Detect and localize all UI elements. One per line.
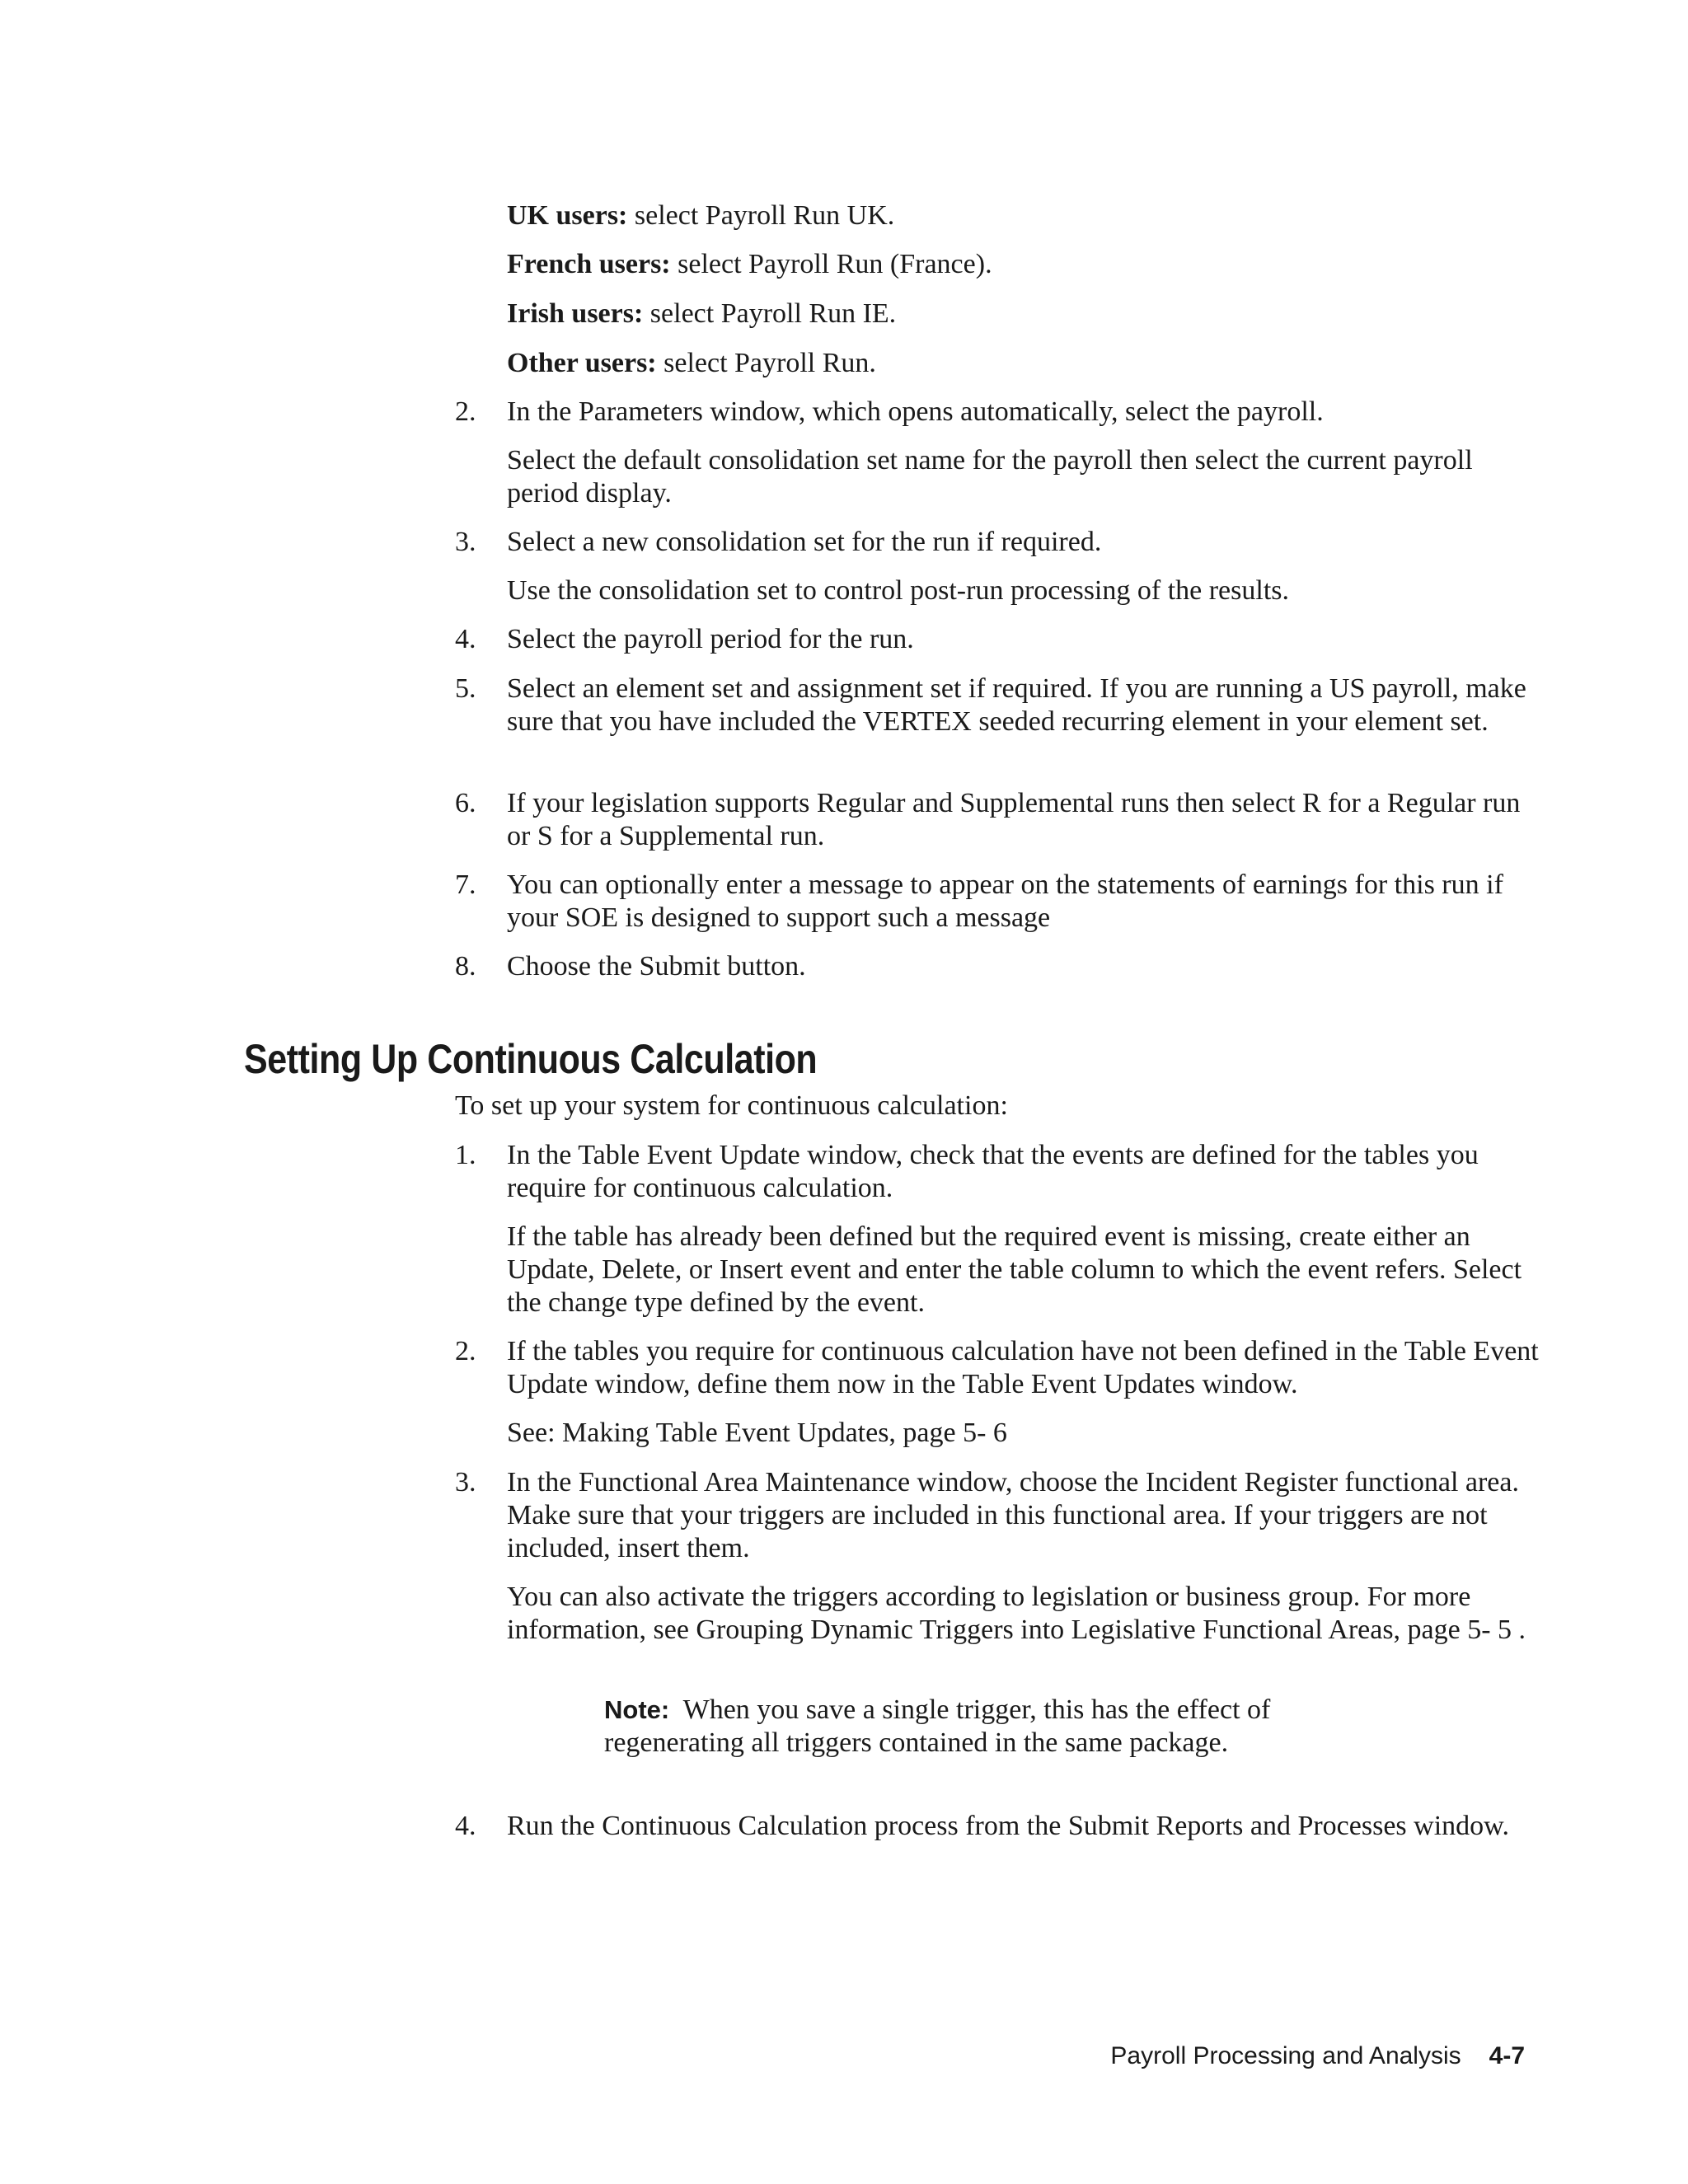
section-intro: To set up your system for continuous calculation: [455,1090,1008,1121]
step-text: You can optionally enter a message to appear on the statements of earnings for this run if your SOE is designed to support such a message [507,869,1503,933]
step-text: Run the Continuous Calculation process from the Submit Reports and Processes window. [507,1811,1509,1841]
step-number: 1. [455,1140,476,1170]
note-callout [604,1694,1346,1760]
page-number: 4-7 [1489,2042,1525,2069]
step-number: 4. [455,1811,476,1841]
step-number: 3. [455,1467,476,1497]
step-subtext: See: Making Table Event Updates, page 5- 6 [507,1418,1007,1448]
step-subtext: Select the default consolidation set name for the payroll then select the current payroll period display. [507,445,1473,509]
page-footer [1110,2041,1525,2071]
uk-users-line: UK users: select Payroll Run UK. [507,200,895,231]
step-number: 2. [455,396,476,427]
step-number: 5. [455,673,476,704]
step-text: In the Parameters window, which opens automatically, select the payroll. [507,396,1324,427]
step-number: 4. [455,624,476,654]
step-text: If the tables you require for continuous calculation have not been defined in the Table Event Update window, define them now in the Table Event Updates window. [507,1336,1539,1399]
footer-title: Payroll Processing and Analysis [1110,2042,1461,2069]
other-users-line: Other users: select Payroll Run. [507,348,876,378]
step-text: Select an element set and assignment set if required. If you are running a US payroll, make sure that you have included the VERTEX seeded recurring element in your element set. [507,673,1526,737]
step-text: In the Functional Area Maintenance window, choose the Incident Register functional area. Make sure that your triggers are included in this functional area. If your triggers are not included, insert them. [507,1467,1519,1563]
step-text: If your legislation supports Regular and Supplemental runs then select R for a Regular run or S for a Supplemental run. [507,788,1521,851]
step-number: 8. [455,951,476,982]
step-text: Select the payroll period for the run. [507,624,914,654]
note-text: When you save a single trigger, this has the effect of regenerating all triggers contained in the same package. [604,1694,1271,1758]
note-label: Note: [604,1695,670,1724]
irish-users-line: Irish users: select Payroll Run IE. [507,298,897,329]
step-number: 3. [455,527,476,557]
french-users-line: French users: select Payroll Run (France). [507,249,992,279]
step-subtext: Use the consolidation set to control post-run processing of the results. [507,575,1289,606]
step-text: Select a new consolidation set for the run if required. [507,527,1102,557]
step-number: 2. [455,1336,476,1366]
step-number: 6. [455,788,476,818]
step-text: Choose the Submit button. [507,951,806,982]
step-number: 7. [455,869,476,900]
step-subtext: You can also activate the triggers according to legislation or business group. For more information, see Grouping Dynamic Triggers into Legislative Functional Areas, page 5- 5 . [507,1582,1526,1645]
step-subtext: If the table has already been defined but the required event is missing, create either an Update, Delete, or Insert event and enter the table column to which the event refers. Select the change type defined by the event. [507,1221,1522,1318]
section-heading: Setting Up Continuous Calculation [244,1036,818,1082]
step-text: In the Table Event Update window, check that the events are defined for the tables you require for continuous calculation. [507,1140,1479,1203]
